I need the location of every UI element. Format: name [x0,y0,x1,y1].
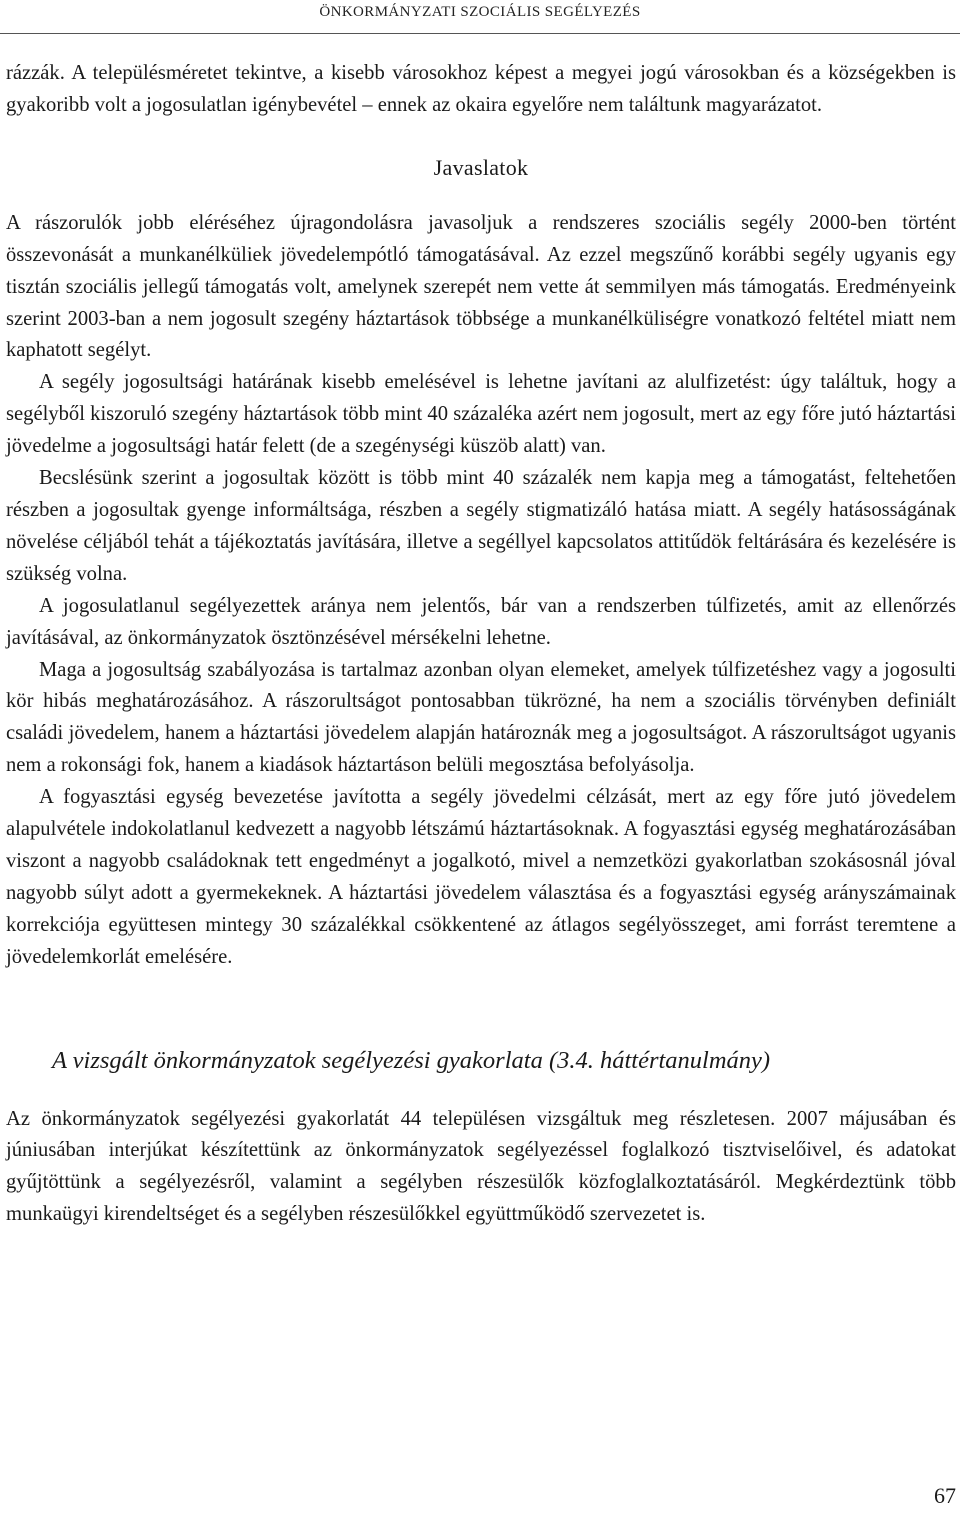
page-number: 67 [934,1483,956,1508]
body-paragraph: Becslésünk szerint a jogosultak között is több mint 40 százalék nem kapja meg a támogatást, feltehetően részben a jogosultak gyenge informáltsága, részben a segély stigmatizáló hatása miatt. A segély hatásosságának növelése céljából tehát a tájékoztatás javítására, illetve a segéllyel kapcsolatos attitűdök feltárására és kezelésére is szükség volna. [6,467,956,585]
section-heading-background-study: A vizsgált önkormányzatok segélyezési gyakorlata (3.4. háttértanulmány) [52,1046,771,1074]
page-body [6,58,956,1231]
intro-paragraph: rázzák. A településméretet tekintve, a kisebb városokhoz képest a megyei jogú városokban és a községekben is gyakoribb volt a jogosulatlan igénybevétel – ennek az okaira egyelőre nem találtunk magyarázatot. [6,62,956,116]
section-heading-javaslatok: Javaslatok [433,154,529,180]
body-paragraph: Az önkormányzatok segélyezési gyakorlatát 44 településen vizsgáltuk meg részletesen. 2007 májusában és júniusában interjúkat készítettünk az önkormányzatok segélyezéssel foglalkozó tisztviselőivel, és adatokat gyűjtöttünk a segélyezésről, valamint a segélyben részesülők közfoglalkoztatásáról. Megkérdeztünk több munkaügyi kirendeltséget és a segélyben részesülőkkel együttműködő szervezetet is. [6,1107,956,1226]
body-paragraph: A fogyasztási egység bevezetése javította a segély jövedelmi célzását, mert az egy főre jutó jövedelem alapulvétele indokolatlanul kedvezett a nagyobb létszámú háztartásoknak. A fogyasztási egység meghatározásában viszont a nagyobb családoknak tett engedményt a jogalkotó, mivel a nemzetközi gyakorlatban szokásosnál jóval nagyobb súlyt adott a gyermekeknek. A háztartási jövedelem választása és a fogyasztási egység arányszámainak korrekciója együttesen mintegy 30 százalékkal csökkentené az átlagos segélyösszeget, ami forrást teremtene a jövedelemkorlát emelésére. [6,786,956,968]
body-paragraph: A segély jogosultsági határának kisebb emelésével is lehetne javítani az alulfizetést: úgy találtuk, hogy a segélyből kiszoruló szegény háztartások több mint 40 százaléka azért nem jogosult, mert az egy főre jutó háztartási jövedelme a jogosultsági határ felett (de a szegénységi küszöb alatt) van. [6,371,956,458]
header-divider [0,33,960,34]
body-paragraph: A jogosulatlanul segélyezettek aránya nem jelentős, bár van a rendszerben túlfizetés, amit az ellenőrzés javításával, az önkormányzatok ösztönzésével mérsékelni lehetne. [6,594,956,649]
body-paragraph: Maga a jogosultság szabályozása is tartalmaz azonban olyan elemeket, amelyek túlfizetéshez vagy a jogosulti kör hibás meghatározásához. A rászorultságot pontosabban tükrözné, ha nem a szociális törvényben definiált családi jövedelem, hanem a háztartási jövedelem alapján határoznák meg a jogosultságot. A rászorultságot ugyanis nem a rokonsági fok, hanem a kiadások háztartáson belüli megosztása befolyásolja. [6,658,956,777]
body-paragraph: A rászorulók jobb eléréséhez újragondolásra javasoljuk a rendszeres szociális segély 2000-ben történt összevonását a munkanélküliek jövedelempótló támogatásával. Az ezzel megszűnő korábbi segély ugyanis egy tisztán szociális jellegű támogatás volt, amelynek szerepét nem vette át semmilyen más támogatás. Eredményeink szerint 2003-ban a nem jogosult szegény háztartások többsége a munkanélküliségre vonatkozó feltétel miatt nem kaphatott segélyt. [6,211,956,362]
running-header: ÖNKORMÁNYZATI SZOCIÁLIS SEGÉLYEZÉS [319,4,641,20]
